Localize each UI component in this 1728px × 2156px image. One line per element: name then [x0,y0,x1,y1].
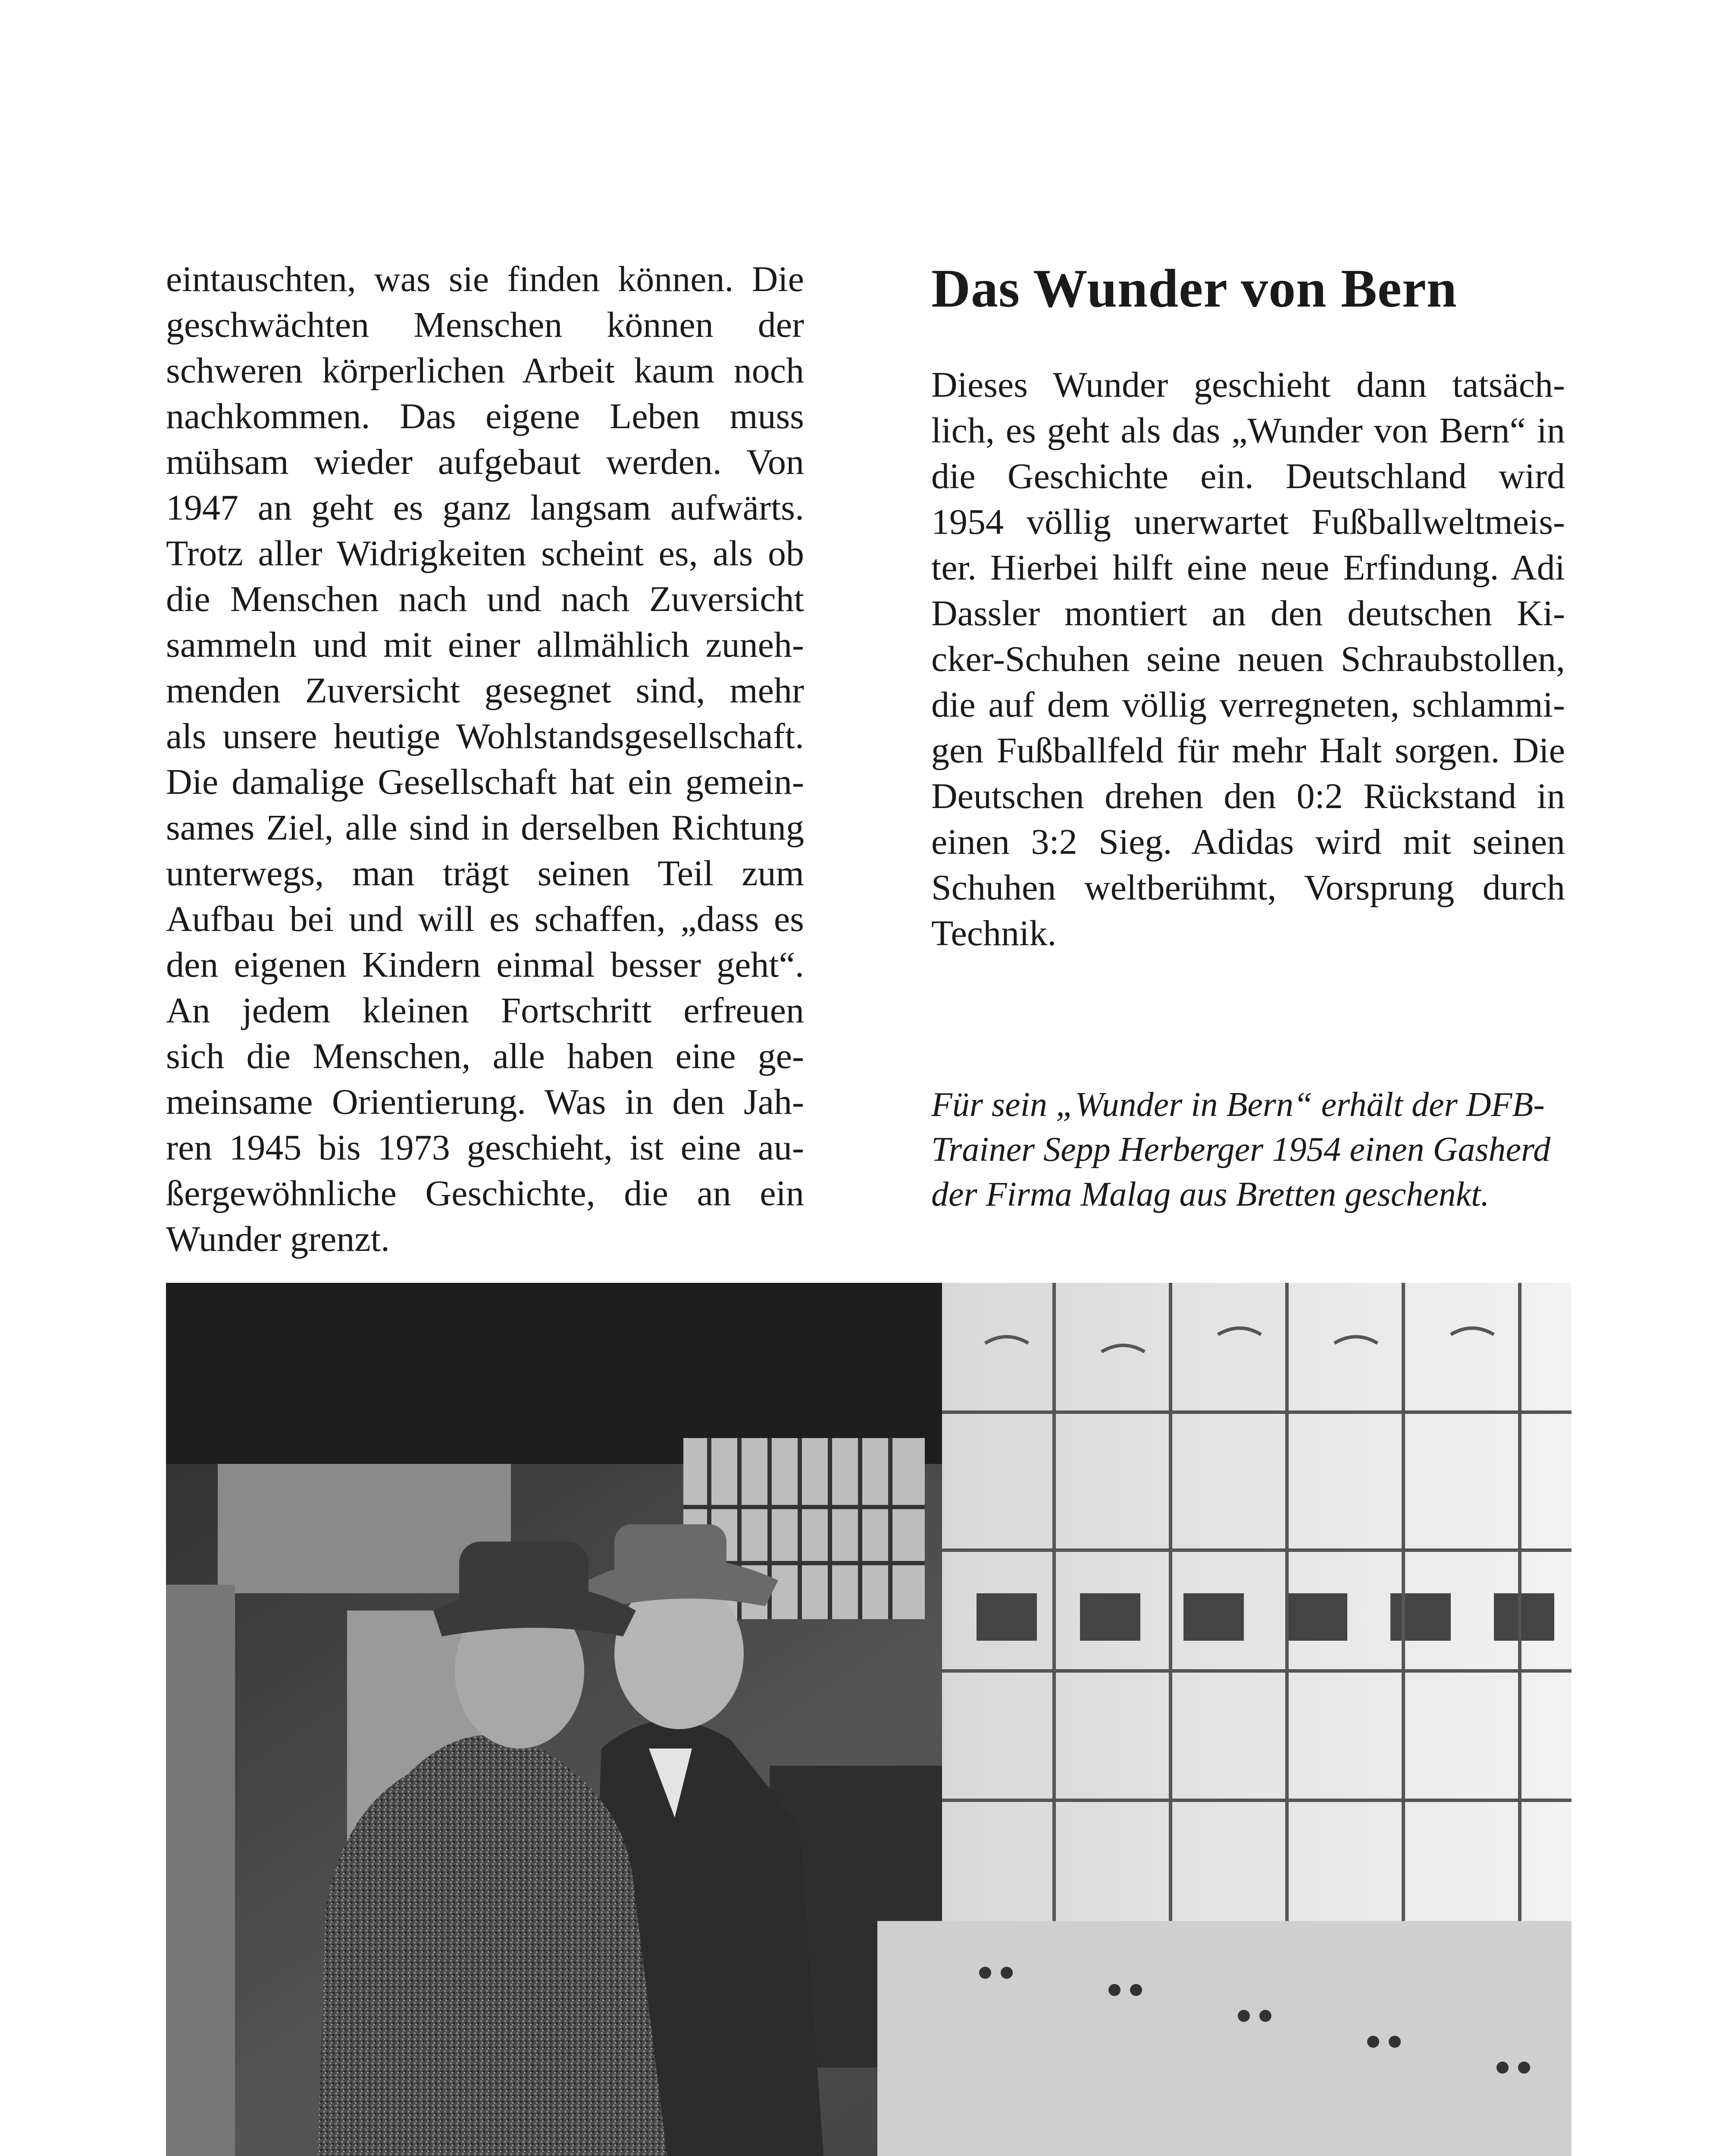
text-line: Deutschen drehen den 0:2 Rückstand in [931,776,1565,816]
text-line: ren 1945 bis 1973 geschieht, ist eine au- [166,1128,804,1168]
right-paragraph [931,362,1565,956]
text-line: schweren körperlichen Arbeit kaum noch [166,351,804,391]
text-line: nachkommen. Das eigene Leben muss [166,396,804,436]
text-line: sames Ziel, alle sind in derselben Richtung [166,808,804,848]
text-line: sich die Menschen, alle haben eine ge- [166,1036,804,1076]
text-line: menden Zuversicht gesegnet sind, mehr [166,671,804,711]
text-line: lich, es geht als das „Wunder von Bern“ in [931,411,1565,451]
caption-line: Für sein „Wunder in Bern“ erhält der DFB- [931,1086,1545,1124]
text-line: Technik. [931,913,1057,953]
right-text-column [931,257,1565,956]
text-line: Wunder grenzt. [166,1219,390,1259]
text-line: die Menschen nach und nach Zuversicht [166,579,804,619]
photo-caption [931,1082,1565,1217]
text-line: einen 3:2 Sieg. Adidas wird mit seinen [931,822,1565,862]
factory-photo-icon [166,1283,1571,2156]
text-line: Aufbau bei und will es schaffen, „dass es [166,899,804,939]
text-line: Trotz aller Widrigkeiten scheint es, als ob [166,533,804,573]
text-line: den eigenen Kindern einmal besser geht“. [166,945,804,985]
text-line: die auf dem völlig verregneten, schlammi- [931,685,1565,725]
text-line: unterwegs, man trägt seinen Teil zum [166,853,804,893]
text-line: ter. Hierbei hilft eine neue Erfindung. Adi [931,548,1565,588]
text-line: mühsam wieder aufgebaut werden. Von [166,442,804,482]
left-paragraph [166,257,804,1262]
text-line: 1954 völlig unerwartet Fußballweltmeis- [931,502,1565,542]
left-text-column [166,257,804,1262]
caption-line: Trainer Sepp Herberger 1954 einen Gasherd [931,1131,1551,1169]
text-line: Die damalige Gesellschaft hat ein gemein- [166,762,804,802]
text-line: cker-Schuhen seine neuen Schraubstollen, [931,639,1565,679]
text-line: An jedem kleinen Fortschritt erfreuen [166,990,804,1031]
section-heading: Das Wunder von Bern [931,259,1457,319]
photo-illustration [166,1283,1571,2156]
text-line: gen Fußballfeld für mehr Halt sorgen. Die [931,730,1565,771]
caption-line: der Firma Malag aus Bretten geschenkt. [931,1175,1490,1213]
text-line: 1947 an geht es ganz langsam aufwärts. [166,488,804,528]
text-line: sammeln und mit einer allmählich zuneh- [166,625,804,665]
text-line: meinsame Orientierung. Was in den Jah- [166,1082,804,1122]
text-line: Schuhen weltberühmt, Vorsprung durch [931,868,1565,908]
text-line: als unsere heutige Wohlstandsgesellschaft. [166,716,804,756]
text-line: Dieses Wunder geschieht dann tatsäch- [931,365,1565,405]
text-line: Dassler montiert an den deutschen Ki- [931,593,1565,633]
text-line: die Geschichte ein. Deutschland wird [931,456,1565,496]
text-line: eintauschten, was sie finden können. Die [166,259,804,299]
text-line: geschwächten Menschen können der [166,305,804,345]
text-line: ßergewöhnliche Geschichte, die an ein [166,1173,804,1213]
